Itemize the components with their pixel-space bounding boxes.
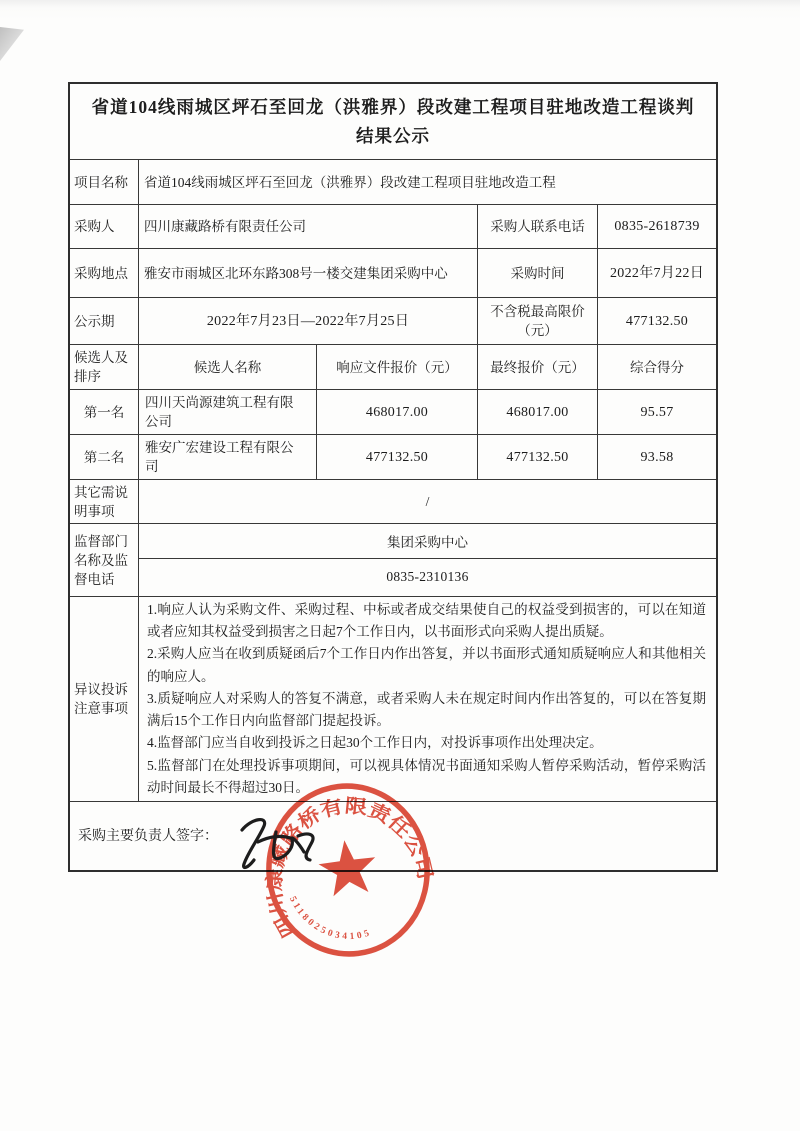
purchaser-phone-label: 采购人联系电话 xyxy=(478,205,598,248)
other-notes-label: 其它需说明事项 xyxy=(70,480,139,523)
candidates-rank-header: 候选人及排序 xyxy=(70,345,139,389)
candidate-rank: 第一名 xyxy=(70,390,139,434)
candidate-rank: 第二名 xyxy=(70,435,139,479)
candidate-final: 468017.00 xyxy=(478,390,598,434)
purchaser-row xyxy=(70,205,716,249)
announcement-table xyxy=(68,82,718,872)
objection-item-3: 3.质疑响应人对采购人的答复不满意，或者采购人未在规定时间内作出答复的，可以在答复期满后15个工作日内向监督部门提起投诉。 xyxy=(147,690,706,729)
candidates-bid-header: 响应文件报价（元） xyxy=(317,345,478,389)
max-price-value: 477132.50 xyxy=(625,313,689,329)
max-price-label: 不含税最高限价（元） xyxy=(478,298,598,344)
purchaser-value: 四川康藏路桥有限责任公司 xyxy=(139,205,478,248)
objection-item-4: 4.监督部门应当自收到投诉之日起30个工作日内，对投诉事项作出处理决定。 xyxy=(147,735,603,751)
supervision-row xyxy=(70,524,716,597)
svg-text:四川康藏路桥有限责任公司: 四川康藏路桥有限责任公司 xyxy=(264,795,435,941)
candidate-score: 95.57 xyxy=(640,404,674,420)
objection-item-5: 5.监督部门在处理投诉事项期间，可以视具体情况书面通知采购人暂停采购活动，暂停采购活动时间最长不得超过30日。 xyxy=(147,757,706,796)
purchaser-label: 采购人 xyxy=(70,205,139,248)
location-row xyxy=(70,249,716,298)
project-name-row xyxy=(70,160,716,205)
svg-text:5118025034105: 5118025034105 xyxy=(286,895,374,943)
signature-handwriting xyxy=(228,808,358,888)
signature-label: 采购主要负责人签字： xyxy=(78,828,218,844)
title-row xyxy=(70,84,716,160)
supervision-phone: 0835-2310136 xyxy=(386,569,469,585)
other-notes-row xyxy=(70,480,716,524)
candidates-score-header: 综合得分 xyxy=(630,359,684,375)
candidate-final: 477132.50 xyxy=(478,435,598,479)
publicity-label: 公示期 xyxy=(70,298,139,344)
candidate-name: 雅安广宏建设工程有限公司 xyxy=(139,435,317,479)
purchaser-phone-value: 0835-2618739 xyxy=(614,219,700,234)
objection-label: 异议投诉注意事项 xyxy=(70,597,139,801)
scan-artifact xyxy=(0,27,24,61)
project-name-label: 项目名称 xyxy=(70,160,139,204)
objection-item-1: 1.响应人认为采购文件、采购过程、中标或者成交结果使自己的权益受到损害的，可以在知道或者应知其权益受到损害之日起7个工作日内，以书面形式向采购人提出质疑。 xyxy=(147,601,706,639)
location-label: 采购地点 xyxy=(70,249,139,297)
purchase-time-value: 2022年7月22日 xyxy=(610,265,704,281)
supervision-label: 监督部门名称及监督电话 xyxy=(70,524,139,596)
publicity-row xyxy=(70,298,716,345)
candidates-name-header: 候选人名称 xyxy=(139,345,317,389)
candidate-bid: 468017.00 xyxy=(317,390,478,434)
project-name-value: 省道104线雨城区坪石至回龙（洪雅界）段改建工程项目驻地改造工程 xyxy=(144,174,556,190)
supervision-dept: 集团采购中心 xyxy=(139,524,716,559)
objection-item-2: 2.采购人应当在收到质疑函后7个工作日内作出答复，并以书面形式通知质疑响应人和其他相关的响应人。 xyxy=(147,646,706,684)
candidate-name: 四川天尚源建筑工程有限公司 xyxy=(139,390,317,434)
candidates-header-row xyxy=(70,345,716,390)
location-value: 雅安市雨城区北环东路308号一楼交建集团采购中心 xyxy=(139,249,478,297)
candidates-final-header: 最终报价（元） xyxy=(478,345,598,389)
candidate-bid: 477132.50 xyxy=(317,435,478,479)
table-row xyxy=(70,390,716,435)
other-notes-value: / xyxy=(425,494,430,509)
publicity-value: 2022年7月23日—2022年7月25日 xyxy=(139,298,478,344)
table-row xyxy=(70,435,716,480)
purchase-time-label: 采购时间 xyxy=(478,249,598,297)
candidate-score: 93.58 xyxy=(640,449,674,465)
page-title: 省道104线雨城区坪石至回龙（洪雅界）段改建工程项目驻地改造工程谈判结果公示 xyxy=(91,96,695,146)
